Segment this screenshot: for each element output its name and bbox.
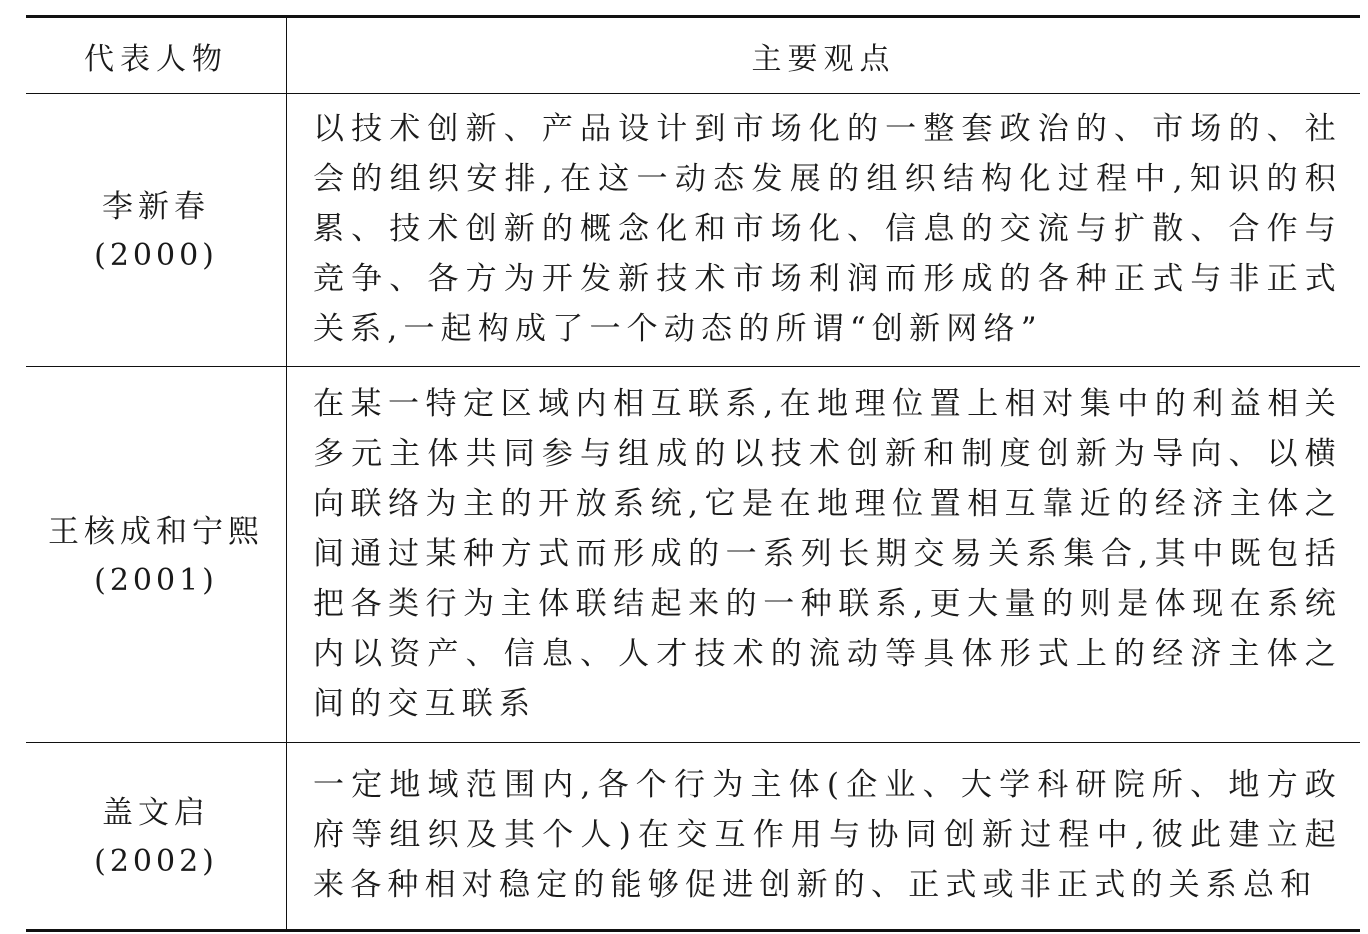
viewpoints-table [26, 15, 1360, 932]
person-name: 李新春 [102, 189, 210, 225]
person-year: (2002) [94, 844, 218, 879]
person-cell [26, 94, 287, 367]
table-header [26, 17, 1360, 94]
person-year: (2000) [94, 238, 218, 273]
viewpoint-cell: 在某一特定区域内相互联系,在地理位置上相对集中的利益相关多元主体共同参与组成的以技术创新和制度创新为导向、以横向联络为主的开放系统,它是在地理位置相互靠近的经济主体之间通过某种方式而形成的一系列长期交易关系集合,其中既包括把各类行为主体联结起来的一种联系,更大量的则是体现在系统内以资产、信息、人才技术的流动等具体形式上的经济主体之间的交互联系 [313, 385, 1342, 722]
person-cell [26, 743, 287, 931]
viewpoint-cell: 一定地域范围内,各个行为主体(企业、大学科研院所、地方政府等组织及其个人)在交互作用与协同创新过程中,彼此建立起来各种相对稳定的能够促进创新的、正式或非正式的关系总和 [313, 767, 1342, 903]
header-main-viewpoint: 主要观点 [751, 41, 896, 77]
header-representative: 代表人物 [26, 17, 287, 94]
viewpoint-cell: 以技术创新、产品设计到市场化的一整套政治的、市场的、社会的组织安排,在这一动态发展的组织结构化过程中,知识的积累、技术创新的概念化和市场化、信息的交流与扩散、合作与竞争、各方为开发新技术市场利润而形成的各种正式与非正式关系,一起构成了一个动态的所谓“创新网络” [313, 111, 1342, 347]
person-name: 王核成和宁熙 [48, 513, 264, 550]
table-row [26, 367, 1360, 743]
person-cell [26, 367, 287, 743]
table-row [26, 743, 1360, 931]
person-name: 盖文启 [102, 795, 210, 831]
viewpoints-table-container [26, 15, 1360, 932]
table-row [26, 94, 1360, 367]
table-body [26, 94, 1360, 931]
person-year: (2001) [94, 562, 218, 598]
header-row [26, 17, 1360, 94]
